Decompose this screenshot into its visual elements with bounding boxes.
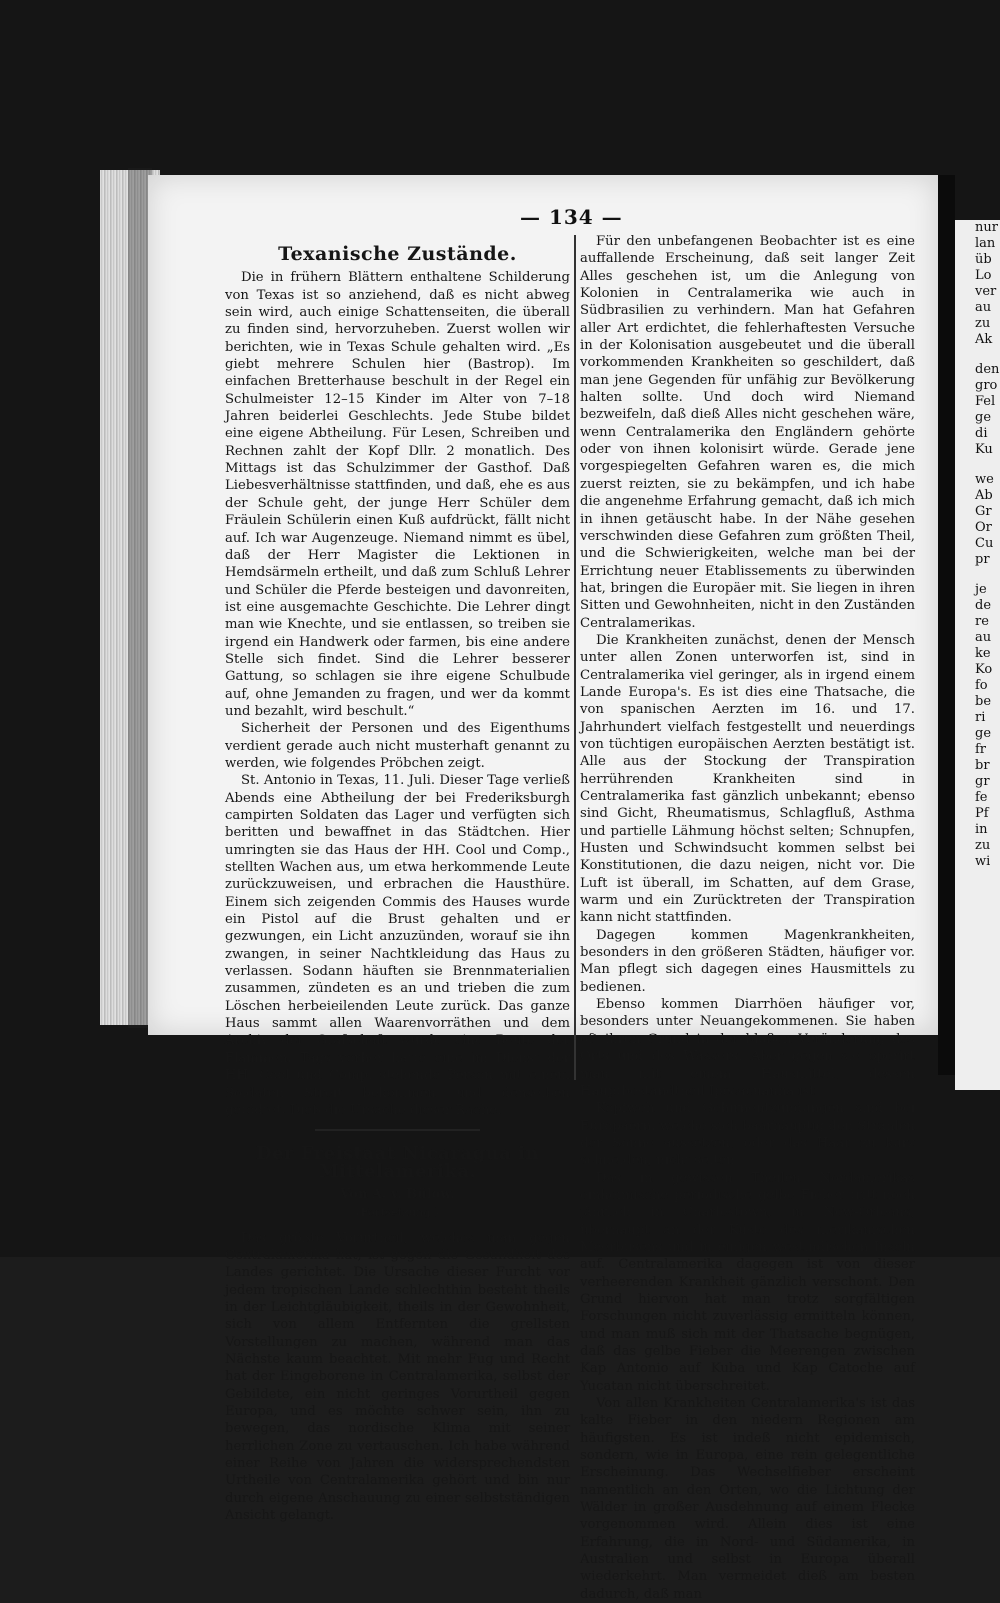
next-page-line: ver [975,284,997,299]
next-page-line: re [975,614,989,629]
next-page-line: ge [975,726,992,741]
next-page-line: ge [975,410,992,425]
paragraph: Von allen Krankheiten Centralamerika's ist das kalte Fieber in den niedern Regionen am häufigsten. Es ist indeß nicht epidemisch, sondern, wie in Europa, eine rein gelegentliche Erscheinung. Das Wechselfieber erscheint namentlich an den Orten, wo die Lichtung der Wälder in großer Ausdehnung auf einem Flecke vorgenommen wird. Allein dies ist eine Erfahrung, die in Nord- und Südamerika, in Australien und selbst in Europa überall wiederkehrt. Man vermeidet dieß am besten dadurch, daß man [580,1396,915,1602]
next-page-line: Cu [975,536,994,551]
article-heading-texas: Texanische Zustände. [278,243,517,265]
next-page-line: in [975,822,988,837]
next-page-line: wi [975,854,991,869]
paragraph: St. Antonio in Texas, 11. Juli. Dieser Tage verließ Abends eine Abtheilung der bei Frederiksburgh campirten Soldaten das Lager und verfügten sich beritten und bewaffnet in das Städtchen. Hier umringten sie das Haus der HH. Cool und Comp., stellten Wachen aus, um etwa herkommende Leute zurückzuweisen, und erbrachen die Hausthüre. Einem sich zeigenden Commis des Hauses wurde ein Pistol auf die Brust gehalten und er gezwungen, ein Licht anzuzünden, worauf sie ihn zwangen, in seiner Nachtkleidung das Haus zu verlassen. Sodann häuften sie Brennmaterialien zusammen, zündeten es an und trieben die zum Löschen herbeieilenden Leute zurück. Das ganze Haus sammt allen Waarenvorräthen und dem Archiv der Grafschaft wurde eine Beute der Flammen. Tags vorher hatte eine im Dienst der HH. Cool und Comp. stehende Person mit einem Soldaten Streit bekommen und denselben getödtet. Dieß die Ursache dieser Rache. [225,773,570,1118]
next-page-line: Ab [975,488,993,503]
paragraph: Die Krankheiten zunächst, denen der Mensch unter allen Zonen unterworfen ist, sind in Centralamerika viel geringer, als in irgend einem Lande Europa's. Es ist dies eine Thatsache, die von spanischen Aerzten im 16. und 17. Jahrhundert vielfach festgestellt und neuerdings von tüchtigen europäischen Aerzten bestätigt ist. Alle aus der Stockung der Transpiration herrührenden Krankheiten sind in Centralamerika fast gänzlich unbekannt; ebenso sind Gicht, Rheumatismus, Schlagfluß, Asthma und partielle Lähmung höchst selten; Schnupfen, Husten und Schwindsucht kommen selbst bei Konstitutionen, die dazu neigen, nicht vor. Die Luft ist überall, im Schatten, auf dem Grase, warm und ein Zurücktreten der Transpiration kann nicht stattfinden. [580,632,915,926]
next-page-line: Lo [975,268,992,283]
next-page-line: je [975,582,987,597]
paragraph: Für den unbefangenen Beobachter ist es eine auffallende Erscheinung, daß seit langer Zeit Alles geschehen ist, um die Anlegung von Kolonien in Centralamerika wie auch in Südbrasilien zu verhindern. Man hat Gefahren aller Art erdichtet, die fehlerhaftesten Versuche in der Kolonisation ausgebeutet und die überall vorkommenden Krankheiten so geschildert, daß man jene Gegenden für unfähig zur Bevölkerung halten sollte. Und doch wird Niemand bezweifeln, daß dieß Alles nicht geschehen wäre, wenn Centralamerika den Engländern gehörte oder von ihnen kolonisirt würde. Gerade jene vorgespiegelten Gefahren waren es, die mich zuerst reizten, sie zu bekämpfen, und ich habe die angenehme Erfahrung gemacht, daß ich mich in ihnen getäuscht habe. In der Nähe gesehen verschwinden diese Gefahren zum größten Theil, und die Schwierigkeiten, welche man bei der Errichtung neuer Etablissements zu überwinden hat, bringen die Europäer mit. Sie liegen in ihren Sitten und Gewohnheiten, nicht in den Zuständen Centralamerikas. [580,234,915,631]
next-page-line: de [975,598,992,613]
section-rule [315,1129,480,1131]
paragraph: Ebenso kommen Diarrhöen häufiger vor, besonders unter Neuangekommenen. Sie haben oft ihren Grund in der bloßen Veränderung des Orts und des Wassers. Aber gegen sie operirt man mit einem Hausmittel, dessen Hauptbestandtheil Ipecacuanha ist. [580,997,915,1099]
next-page-line: fr [975,742,987,757]
next-page-line: ke [975,646,991,661]
next-page-line: fe [975,790,988,805]
column-divider [574,235,576,1080]
page-number: — 134 — [520,205,623,229]
next-page-line: Ko [975,662,993,677]
paragraph: Kopfweh und Gehirnentzündungen sind bei Europäern, welche sich baarhäuptig den Strahlen der Sonne aussetzen, oder das Haar zu kurz schneiden, nicht selten. [580,1101,915,1169]
right-column [580,233,915,1603]
next-page-line: pr [975,552,990,567]
next-page-line: Ku [975,442,993,457]
next-page-line: ri [975,710,986,725]
next-page-line: be [975,694,992,709]
next-page-line: au [975,630,992,645]
continuation-note: (Fortsetzung.) [356,1205,439,1220]
article-heading-nicaragua: Der Freistaat Nicaragua in Mittelamerika. [256,1143,539,1182]
next-page-line: au [975,300,992,315]
next-page-line: nur [975,220,998,235]
next-page-line: Pf [975,806,989,821]
page-gutter [938,175,955,1075]
paragraph: Das größte Vorurtheil, welches man gegen Centralamerika hat, ist gegen die Gesundheit des Landes gerichtet. Die Ursache dieser Furcht vor jedem tropischen Lande schlechthin besteht theils in der Leichtgläubigkeit, theils in der Gewohnheit, sich von allem Entfernten die grellsten Vorstellungen zu machen, während man das Nächste kaum beachtet. Mit mehr Fug und Recht hat der Eingeborene in Centralamerika, selbst der Gebildete, ein nicht geringes Vorurtheil gegen Europa, und es möchte schwer sein, ihn zu bewegen, das nordische Klima mit seiner herrlichen Zone zu vertauschen. Ich habe während einer Reihe von Jahren die widersprechendsten Urtheile von Centralamerika gehört und bin nur durch eigene Anschauung zu einer selbstständigen Ansicht gelangt. [225,1230,570,1524]
next-page-line: zu [975,838,991,853]
paragraph: Sicherheit der Personen und des Eigenthums verdient gerade auch nicht musterhaft genannt zu werden, wie folgendes Pröbchen zeigt. [225,721,570,771]
next-page-line: br [975,758,990,773]
paragraph: Die in frühern Blättern enthaltene Schilderung von Texas ist so anziehend, daß es nicht abweg sein wird, auch einige Schattenseiten, die überall zu finden sind, hervorzuheben. Zuerst wollen wir berichten, wie in Texas Schule gehalten wird. „Es giebt mehrere Schulen hier (Bastrop). Im einfachen Bretterhause beschult in der Regel ein Schulmeister 12–15 Kinder im Alter von 7–18 Jahren beiderlei Geschlechts. Jede Stube bildet eine eigene Abtheilung. Für Lesen, Schreiben und Rechnen zahlt der Kopf Dllr. 2 monatlich. Des Mittags ist das Schulzimmer der Gasthof. Daß Liebesverhältnisse stattfinden, und daß, ehe es aus der Schule geht, der junge Herr Schüler dem Fräulein Schülerin einen Kuß aufdrückt, fällt nicht auf. Ich war Augenzeuge. Niemand nimmt es übel, daß der Herr Magister die Lektionen in Hemdsärmeln ertheilt, und daß zum Schluß Lehrer und Schüler die Pferde besteigen und davonreiten, ist eine ausgemachte Geschichte. Die Lehrer dingt man wie Knechte, und sie entlassen, so treiben sie irgend ein Handwerk oder farmen, bis eine andere Stelle sich findet. Sind die Lehrer besserer Gattung, so schlagen sie ihre eigene Schulbude auf, ohne Jemanden zu fragen, und wer da kommt und bezahlt, wird beschult.“ [225,270,570,719]
next-page-line: zu [975,316,991,331]
next-page-line: lan [975,236,996,251]
next-page-line: Gr [975,504,992,519]
next-page-line: üb [975,252,992,267]
next-page-line: Or [975,520,992,535]
next-page-fragment [955,220,1000,1090]
next-page-line: den [975,362,1000,377]
paragraph: Dagegen kommen Magenkrankheiten, besonders in den größeren Städten, häufiger vor. Man pflegt sich dagegen eines Hausmittels zu bedienen. [580,927,915,995]
paragraph: Das in gewissen Theilen Nordamerikas einheimische periodische gelbe Fieber tritt noch jährlich in Charlestown, in New-Orleans, überhaupt an der Küste des merikanischen Meerbusens und in einigen westindischen Inseln auf. Centralamerika dagegen ist von dieser verheerenden Krankheit gänzlich verschont. Den Grund hiervon hat man trotz sorgfältigen Forschungen nicht zuverlässig ermitteln können, und man muß sich mit der Thatsache begnügen, daß das gelbe Fieber die Meerengen zwischen Kap Antonio auf Kuba und Kap Catoche auf Yucatan nicht überschreitet. [580,1170,915,1394]
byline: Von A. v. Bülow. [340,1186,455,1202]
next-page-line: gro [975,378,998,393]
next-page-line: di [975,426,988,441]
next-page-line: fo [975,678,988,693]
next-page-line: Ak [975,332,993,347]
next-page-line: gr [975,774,990,789]
next-page-line: Fel [975,394,996,409]
left-column [225,238,570,1524]
next-page-line: we [975,472,994,487]
